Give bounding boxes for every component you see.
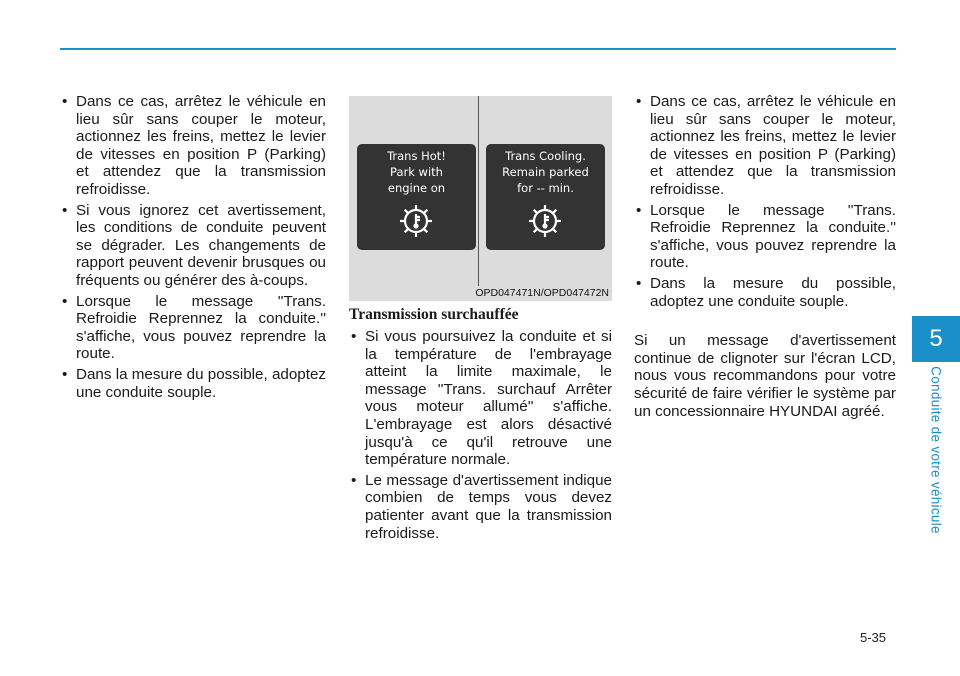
bullet-item: • Dans la mesure du possible, adoptez une conduite souple.	[60, 366, 326, 401]
bullet-item: • Le message d'avertissement indique combien de temps vous devez patienter avant que la transmission refroidisse.	[349, 472, 612, 542]
figure-caption: OPD047471N/OPD047472N	[475, 287, 609, 299]
bullet-item: • Lorsque le message ''Trans. Refroidie Reprennez la conduite.'' s'affiche, vous pouvez reprendre la route.	[60, 293, 326, 363]
transmission-temperature-icon	[526, 202, 564, 240]
panel-line: Trans Hot!	[387, 149, 446, 163]
advice-paragraph: Si un message d'avertissement continue de clignoter sur l'écran LCD, nous vous recommandons pour votre sécurité de faire vérifier le système par un concessionnaire HYUNDAI agréé.	[634, 332, 896, 420]
panel-line: Remain parked	[502, 165, 589, 179]
bullet-item: • Dans ce cas, arrêtez le véhicule en lieu sûr sans couper le moteur, actionnez les freins, mettez le levier de vitesses en position P (Parking) et attendez que la transmission refroidisse.	[60, 93, 326, 199]
right-column	[634, 93, 896, 420]
panel-line: engine on	[387, 181, 446, 195]
trans-cooling-display	[486, 144, 605, 250]
figure-divider	[478, 96, 479, 286]
panel-line: Park with	[390, 165, 443, 179]
bullet-item: • Si vous ignorez cet avertissement, les conditions de conduite peuvent se dégrader. Les changements de rapport peuvent devenir brusques ou fréquents ou générer des à-coups.	[60, 202, 326, 290]
header-rule	[60, 48, 896, 50]
middle-column	[349, 306, 612, 545]
panel-line: for -- min.	[517, 181, 574, 195]
page-number: 5-35	[860, 630, 887, 645]
trans-hot-display	[357, 144, 476, 250]
chapter-title-text: Conduite de votre véhicule	[928, 366, 944, 534]
transmission-temperature-icon	[397, 202, 435, 240]
bullet-item: • Dans ce cas, arrêtez le véhicule en lieu sûr sans couper le moteur, actionnez les freins, mettez le levier de vitesses en position P (Parking) et attendez que la transmission refroidisse.	[634, 93, 896, 199]
left-column	[60, 93, 326, 404]
bullet-item: • Dans la mesure du possible, adoptez une conduite souple.	[634, 275, 896, 310]
cluster-warning-figure	[349, 96, 612, 301]
bullet-item: • Lorsque le message ''Trans. Refroidie Reprennez la conduite.'' s'affiche, vous pouvez reprendre la route.	[634, 202, 896, 272]
panel-line: Trans Cooling.	[505, 149, 586, 163]
chapter-tab: 5	[912, 316, 960, 362]
bullet-item: • Si vous poursuivez la conduite et si la température de l'embrayage atteint la limite maximale, le message ''Trans. surchauf Arrêter vous moteur allumé'' s'affiche. L'embrayage est alors désactivé jusqu'à ce qu'il retrouve une température normale.	[349, 328, 612, 469]
section-title: Transmission surchauffée	[349, 306, 519, 323]
